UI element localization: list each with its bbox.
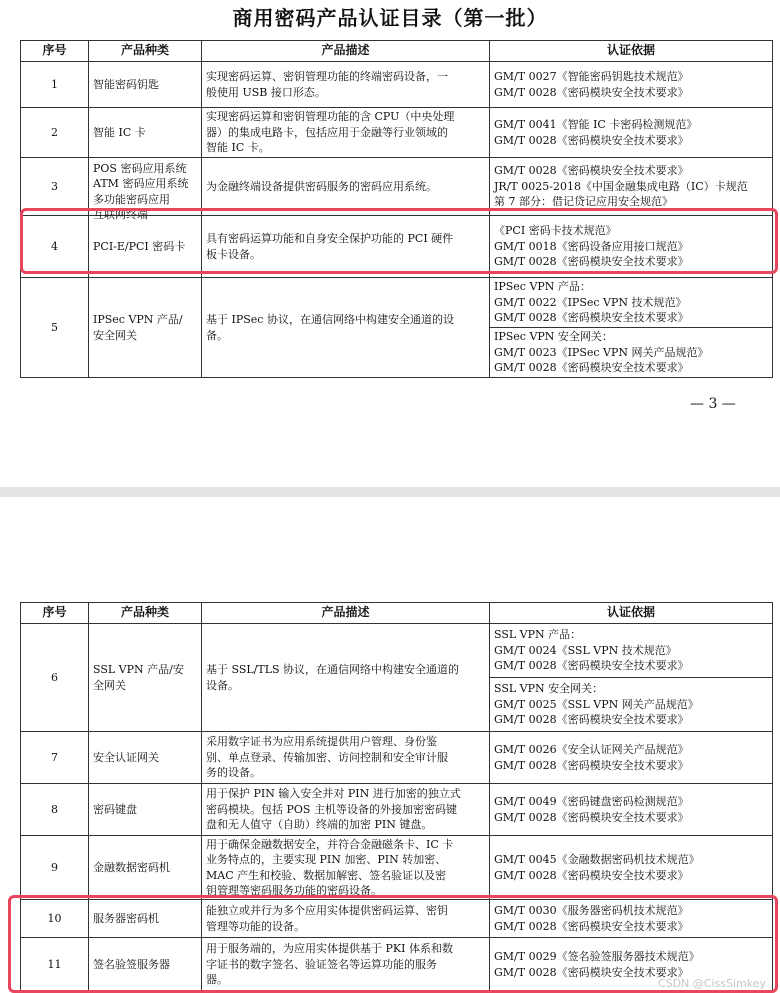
cell-line: GM/T 0028《密码模块安全技术要求》 [494, 713, 689, 727]
certification-table-page-2 [20, 602, 773, 992]
cell-no: 9 [21, 836, 89, 900]
cell-line: GM/T 0027《智能密码钥匙技术规范》 [494, 70, 689, 83]
cell-line: GM/T 0029《签名验签服务器技术规范》 [494, 950, 700, 963]
cell-basis [490, 900, 773, 938]
cell-basis [490, 158, 773, 216]
cell-line: PCI-E/PCI 密码卡 [93, 239, 186, 253]
table-row [21, 784, 773, 836]
cell-no: 1 [21, 62, 89, 108]
cell-line: 能独立或并行为多个应用实体提供密码运算、密钥 [206, 904, 448, 917]
cell-line: GM/T 0023《IPSec VPN 网关产品规范》 [494, 345, 709, 359]
cell-description [202, 158, 490, 216]
table-row [21, 624, 773, 678]
cell-category [89, 158, 202, 221]
cell-line: SSL VPN 产品/安 [93, 663, 184, 676]
cell-line: 用于服务端的，为应用实体提供基于 PKI 体系和数 [206, 942, 453, 956]
cell-basis [490, 216, 773, 278]
cell-line: IPSec VPN 安全网关： [494, 330, 613, 344]
table-row [21, 108, 773, 158]
cell-line: GM/T 0025《SSL VPN 网关产品规范》 [494, 697, 699, 711]
cell-line: 业务特点的，主要实现 PIN 加密、PIN 转加密、 [206, 853, 447, 866]
cell-no: 11 [21, 938, 89, 992]
cell-line: GM/T 0028《密码模块安全技术要求》 [494, 659, 689, 673]
cell-category [89, 624, 202, 732]
cell-basis [490, 62, 773, 108]
cell-line: 器）的集成电路卡，包括应用于金融等行业领域的 [206, 125, 448, 139]
cell-basis [490, 328, 773, 378]
cell-line: GM/T 0024《SSL VPN 技术规范》 [494, 643, 677, 657]
cell-line: MAC 产生和校验、数据加解密、签名验证以及密 [206, 868, 447, 882]
cell-line: 钥管理等密码服务功能的密码设备。 [206, 884, 382, 897]
document-page-1 [0, 0, 780, 487]
cell-line: 金融数据密码机 [93, 860, 170, 874]
cell-line: 密码模块。包括 POS 主机等设备的外接加密密码键 [206, 802, 457, 816]
cell-category [89, 784, 202, 836]
table-row [21, 900, 773, 938]
table-row [21, 158, 773, 216]
document-page-2 [0, 497, 780, 988]
cell-line: 互联网终端 [93, 208, 148, 221]
cell-line: 多功能密码应用 [93, 192, 170, 206]
cell-line: 密码键盘 [93, 802, 137, 816]
cell-category [89, 900, 202, 938]
cell-line: GM/T 0028《密码模块安全技术要求》 [494, 868, 689, 882]
cell-description [202, 624, 490, 732]
cell-line: IPSec VPN 产品： [494, 280, 591, 294]
cell-description [202, 108, 490, 158]
cell-category [89, 216, 202, 278]
cell-line: 字证书的数字签名、验证签名等运算功能的服务 [206, 957, 437, 971]
cell-category [89, 62, 202, 108]
cell-line: GM/T 0028《密码模块安全技术要求》 [494, 133, 689, 147]
cell-description [202, 732, 490, 784]
cell-line: IPSec VPN 产品/ [93, 313, 183, 326]
page-gutter [0, 487, 780, 497]
cell-no: 4 [21, 216, 89, 278]
cell-basis [490, 784, 773, 836]
table-row [21, 732, 773, 784]
cell-line: 安全网关 [93, 328, 137, 342]
page-number: — 3 — [690, 396, 736, 412]
cell-category [89, 108, 202, 158]
cell-line: 《PCI 密码卡技术规范》 [494, 224, 617, 238]
watermark: CSDN @CissSimkey [657, 977, 766, 990]
cell-no: 8 [21, 784, 89, 836]
cell-line: 实现密码运算和密钥管理功能的含 CPU（中央处理 [206, 110, 455, 124]
cell-category [89, 732, 202, 784]
cell-line: 智能 IC 卡。 [206, 141, 270, 155]
cell-line: GM/T 0028《密码模块安全技术要求》 [494, 164, 689, 178]
cell-line: 基于 IPSec 协议，在通信网络中构建安全通道的设 [206, 313, 454, 326]
cell-description [202, 216, 490, 278]
cell-line: GM/T 0028《密码模块安全技术要求》 [494, 810, 689, 824]
cell-no: 6 [21, 624, 89, 732]
cell-basis [490, 108, 773, 158]
header-description: 产品描述 [202, 603, 490, 624]
cell-line: 务的设备。 [206, 766, 261, 780]
cell-no: 5 [21, 278, 89, 378]
cell-line: GM/T 0028《密码模块安全技术要求》 [494, 361, 689, 375]
table-row [21, 278, 773, 328]
cell-line: GM/T 0030《服务器密码机技术规范》 [494, 904, 689, 917]
cell-basis [490, 278, 773, 328]
cell-description [202, 900, 490, 938]
cell-category [89, 938, 202, 992]
table-row [21, 62, 773, 108]
table-row [21, 216, 773, 278]
cell-line: SSL VPN 产品： [494, 628, 582, 642]
cell-description [202, 938, 490, 992]
cell-line: 别、单点登录、传输加密、访问控制和安全审计服 [206, 750, 448, 764]
cell-line: 用于保护 PIN 输入安全并对 PIN 进行加密的独立式 [206, 787, 461, 801]
cell-no: 10 [21, 900, 89, 938]
cell-line: 基于 SSL/TLS 协议，在通信网络中构建安全通道的 [206, 663, 460, 676]
cell-basis [490, 732, 773, 784]
cell-line: 服务器密码机 [93, 911, 159, 925]
cell-line: 板卡设备。 [206, 247, 261, 261]
cell-line: 器。 [206, 973, 228, 987]
cell-line: 智能密码钥匙 [93, 77, 159, 91]
document-title: 商用密码产品认证目录（第一批） [232, 6, 548, 30]
cell-line: 第 7 部分：借记贷记应用安全规范》 [494, 195, 673, 209]
table-header-row [21, 603, 773, 624]
cell-line: 设备。 [206, 678, 239, 692]
cell-line: GM/T 0028《密码模块安全技术要求》 [494, 311, 689, 325]
cell-line: SSL VPN 安全网关： [494, 682, 604, 696]
cell-line: 管理等功能的设备。 [206, 919, 305, 933]
cell-line: 智能 IC 卡 [93, 125, 146, 139]
cell-line: 实现密码运算、密钥管理功能的终端密码设备，一 [206, 70, 448, 83]
cell-line: GM/T 0022《IPSec VPN 技术规范》 [494, 295, 687, 309]
cell-line: 安全认证网关 [93, 750, 159, 764]
cell-line: 般使用 USB 接口形态。 [206, 85, 326, 99]
cell-line: 备。 [206, 328, 228, 342]
header-no: 序号 [21, 603, 89, 624]
cell-line: 具有密码运算功能和自身安全保护功能的 PCI 硬件 [206, 232, 454, 245]
cell-line: ATM 密码应用系统 [93, 177, 189, 190]
cell-line: 采用数字证书为应用系统提供用户管理、身份鉴 [206, 735, 437, 749]
cell-line: GM/T 0028《密码模块安全技术要求》 [494, 255, 689, 269]
table-header-row [21, 41, 773, 62]
cell-line: GM/T 0041《智能 IC 卡密码检测规范》 [494, 118, 698, 131]
header-basis: 认证依据 [490, 41, 773, 62]
certification-table-page-1 [20, 40, 773, 378]
cell-line: GM/T 0028《密码模块安全技术要求》 [494, 758, 689, 772]
cell-category [89, 836, 202, 900]
cell-description [202, 62, 490, 108]
cell-no: 3 [21, 158, 89, 216]
cell-line: GM/T 0028《密码模块安全技术要求》 [494, 919, 689, 933]
cell-line: 为金融终端设备提供密码服务的密码应用系统。 [206, 179, 437, 193]
cell-no: 7 [21, 732, 89, 784]
table-row [21, 836, 773, 900]
cell-basis [490, 678, 773, 732]
header-no: 序号 [21, 41, 89, 62]
cell-line: GM/T 0028《密码模块安全技术要求》 [494, 965, 689, 979]
cell-line: POS 密码应用系统 [93, 161, 187, 175]
cell-line: 全网关 [93, 678, 126, 692]
header-category: 产品种类 [89, 603, 202, 624]
cell-line: GM/T 0049《密码键盘密码检测规范》 [494, 795, 689, 808]
cell-line: GM/T 0026《安全认证网关产品规范》 [494, 743, 689, 756]
cell-description [202, 784, 490, 836]
cell-basis [490, 624, 773, 678]
cell-description [202, 278, 490, 378]
header-category: 产品种类 [89, 41, 202, 62]
cell-basis [490, 836, 773, 900]
cell-category [89, 278, 202, 378]
cell-line: GM/T 0028《密码模块安全技术要求》 [494, 85, 689, 99]
header-description: 产品描述 [202, 41, 490, 62]
cell-line: 签名验签服务器 [93, 957, 170, 971]
cell-description [202, 836, 490, 900]
cell-line: 盘和无人值守（自助）终端的加密 PIN 键盘。 [206, 818, 433, 832]
cell-line: GM/T 0045《金融数据密码机技术规范》 [494, 853, 700, 866]
cell-line: 用于确保金融数据安全，并符合金融磁条卡、IC 卡 [206, 837, 454, 851]
cell-line: GM/T 0018《密码设备应用接口规范》 [494, 239, 689, 253]
header-basis: 认证依据 [490, 603, 773, 624]
cell-line: JR/T 0025-2018《中国金融集成电路（IC）卡规范 [494, 179, 748, 193]
cell-no: 2 [21, 108, 89, 158]
